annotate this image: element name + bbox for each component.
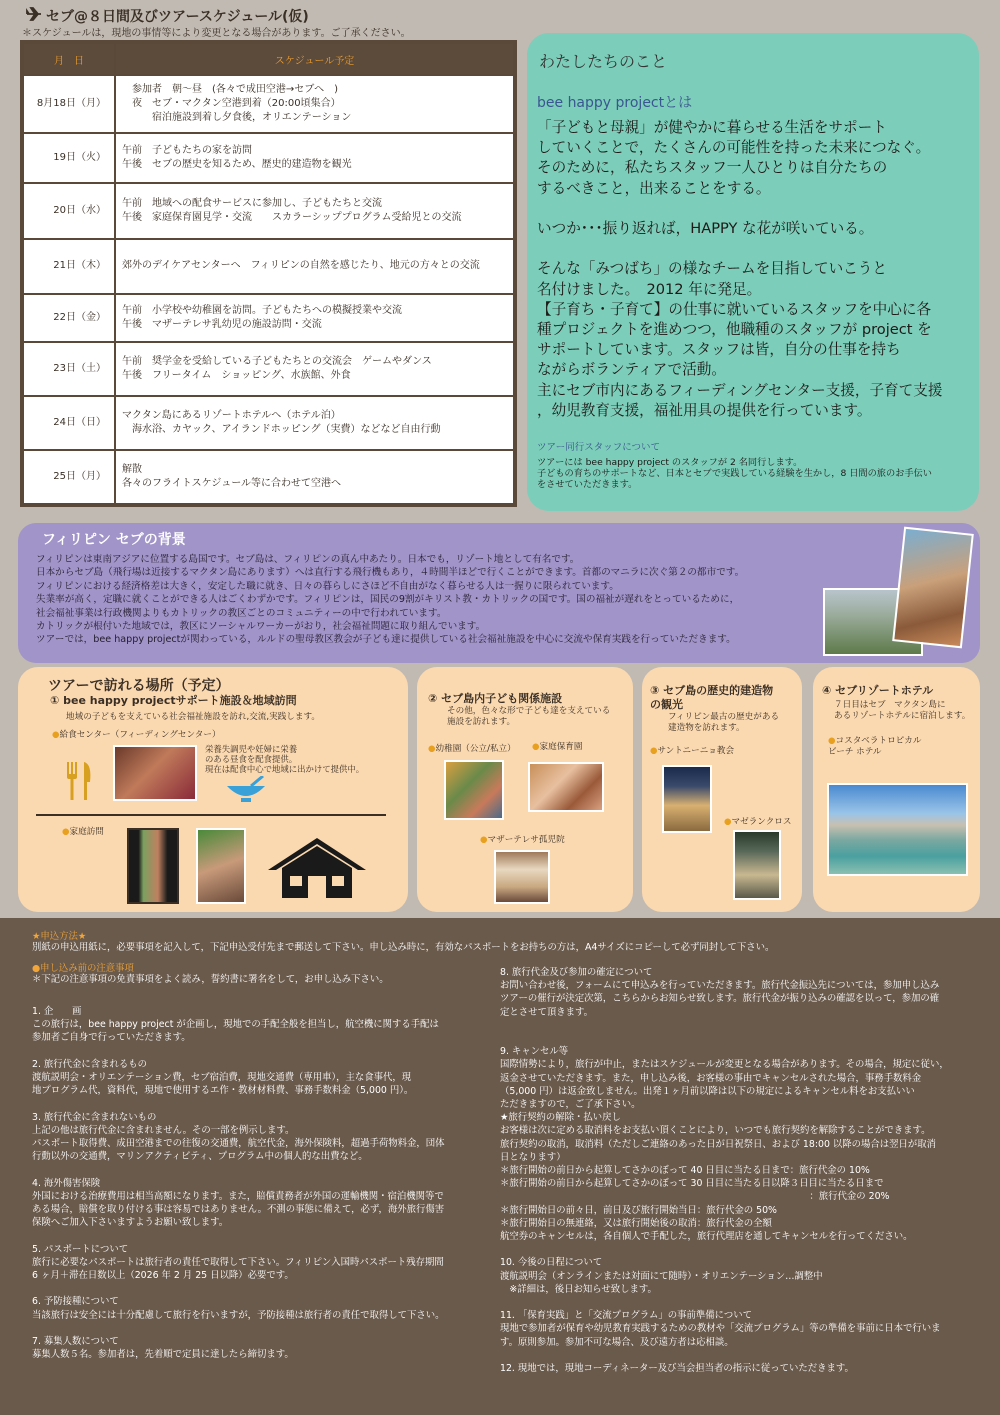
row-plan: 午前 地域への配食サービスに参加し、子どもたちと交流 午後 家庭保育園見学・交流 スカラーシッププログラム受給児との交流 [115,183,514,238]
place1-item1-note: 栄養失調児や妊婦に栄養 のある昼食を配食提供。 現在は配食中心で地域に出かけて提供中。 [205,744,365,774]
orphanage-photo [494,850,550,904]
home-nursery-photo [528,762,604,812]
home-visit-photo-2 [196,828,246,904]
places-heading: ツアーで訪れる場所（予定） [48,678,230,694]
row-plan: 解散 各々のフライトスケジュール等に合わせて空港へ [115,450,514,504]
place3-desc: フィリピン最古の歴史がある 建造物を訪れます。 [668,712,780,733]
place3-item2: ●マゼランクロス [724,817,792,827]
page-title [26,6,309,26]
place2-item3: ●マザーテレサ孤児院 [480,835,565,845]
row-date: 25日（月） [23,450,115,504]
divider [36,814,386,816]
row-date: 21日（木） [23,239,115,294]
airplane-icon [26,7,42,25]
philippines-title: フィリピン セブの背景 [42,532,186,548]
apply-heading: ★申込方法★ [32,931,87,942]
table-row [23,75,514,133]
schedule-table [20,40,517,507]
table-row [23,294,514,342]
place1-item2: ●家庭訪問 [62,827,104,837]
place2-title: ② セブ島内子ども関係施設 [428,692,563,705]
row-date: 24日（日） [23,396,115,449]
resort-hotel-photo [827,783,968,876]
philippines-body: フィリピンは東南アジアに位置する島国です。セブ島は、フィリピンの真ん中あたり。日本でも，リゾート地として有名です。 日本からセブ島（飛行場は近接するマクタン島にあります）へは直行する飛行機もあり，４時間半ほどで行くことができます。首都のマニラに次ぐ第２の都市です。 フィリピンにおける経済格差は大きく，安定した職に就き、日々の暮らしにさほど不自由がなく暮らせる人は一握りに限られています。 失業率が高く，定職に就くことができる人はごくわずかです。フィリピンは，国民の9割がキリスト教・カトリックの国です。国の福祉が遅れをとっているために， 社会福祉事業は行政機関よりもカトリックの教区ごとのコミュニティーの中で行われています。 カトリックが根付いた地域では，教区にソーシャルワーカーがおり，社会福祉問題に取り組んでいます。 ツアーでは，bee happy projectが関わっている，ルルドの聖母教区教会が子ども達に提供している社会福祉施設を中心に交流や保育実践を行っていただきます。 [36,554,745,646]
place2-item1: ●幼稚園（公立/私立） [428,744,516,754]
row-date: 22日（金） [23,294,115,342]
row-date: 23日（土） [23,342,115,396]
terms-right-column: 8. 旅行代金及び参加の確定について お問い合わせ後，フォームにて申込みを行っていただきます。旅行代金振込先については，参加申し込み ツアーの催行が決定次第，こちらからお知らせ致します。旅行代金が振り込みの確認を以って，参加の確 定とさせて頂きます。 9. キャンセル等 国際情勢により，旅行が中止，またはスケジュールが変更となる場合があります。その場合，規定に従い， 返金させていただきます。また，申し込み後，お客様の事由でキャンセルされた場合，事務手数料金 （5,000 円）は返金致しません。出発１ヶ月前以降は以下の規定によるキャンセル料をお支払いい ただきますので，ご了承下さい。 ★旅行契約の解除・払い戻し お客様は次に定める取消料をお支払い頂くことにより，いつでも旅行契約を解除することができます。 旅行契約の取消，取消料（ただしご連絡のあった日が日祝祭日、および 18:00 以降の場合は翌日が取消 日となります） ＊旅行開始の前日から起算してさかのぼって 40 日目に当たる日まで：旅行代金の 10% ＊旅行開始の前日から起算してさかのぼって 30 日目に当たる日以降３日目に当たる日まで ：旅行代金の 20% ＊旅行開始日の前々日，前日及び旅行開始当日：旅行代金の 50% ＊旅行開始日の無連絡，又は旅行開始後の取消：旅行代金の全額 航空券のキャンセルは，各自個人で手配した，旅行代理店を通してキャンセルを行ってください。 10. 今後の日程について 渡航説明会（オンラインまたは対面にて随時）・オリエンテーション…調整中 ※詳細は，後日お知らせ致します。 11. 「保育実践」と「交流プログラム」の事前準備について 現地で参加者が保育や幼児教育実践するための教材や「交流プログラム」等の準備を事前に日本で行いま す。原則参加。参加不可な場合、及び遠方者は応相談。 12. 現地では，現地コーディネーター及び当会担当者の指示に従っていただきます。 [500,967,949,1375]
row-plan: 郊外のデイケアセンターへ フィリピンの自然を感じたり、地元の方々との交流 [115,239,514,294]
table-row [23,183,514,238]
place4-item1: ●コスタベラトロピカル ビーチ ホテル [828,736,922,757]
staff-heading: ツアー同行スタッフについて [537,442,661,454]
terms-left-column: 1. 企 画 この旅行は，bee happy project が企画し，現地での手配全般を担当し，航空機に関する手配は 参加者ご自身で行っていただきます。 2. 旅行代金に含まれるもの 渡航説明会・オリエンテーション費，セブ宿泊費，現地交通費（専用車），主な食事代，現 地プログラム代，資料代，現地で使用するエ作・教材材料費、事務手数料金（5,000 円）。 3. 旅行代金に含まれないもの 上記の他は旅行代金に含まれません。その一部を例示します。 パスポート取得費、成田空港までの往復の交通費，航空代金，海外保険料，超過手荷物料金，団体 行動以外の交通費，マリンアクティビティ、プログラム中の個人的な出費など。 4. 海外傷害保険 外国における治療費用は相当高額になります。また，賠償責務者が外国の運輸機関・宿泊機関等で ある場合，賠償を取り付ける事は容易ではありません。不測の事態に備えて，必ず，海外旅行傷害 保険へご加入下さいますようお願い致します。 5. パスポートについて 旅行に必要なパスポートは旅行者の責任で取得して下さい。フィリピン入国時パスポート残存期間 6 ヶ月＋滞在日数以上（2026 年 2 月 25 日以降）必要です。 6. 予防接種について 当該旅行は安全には十分配慮して旅行を行いますが，予防接種は旅行者の責任で取得して下さい。 7. 募集人数について 募集人数５名。参加者は，先着順で定員に達したら締切ます。 [32,1006,445,1361]
notice-heading: ●申し込み前の注意事項 [32,963,134,974]
about-subtitle: bee happy projectとは [537,95,693,111]
santo-nino-church-photo [662,765,712,833]
row-plan: 午前 小学校や幼稚園を訪問。子どもたちへの模擬授業や交流 午後 マザーテレサ乳幼児の施設訪問・交流 [115,294,514,342]
place4-title: ④ セブリゾートホテル [822,684,934,697]
table-row [23,396,514,449]
row-date: 8月18日（月） [23,75,115,133]
col-header-plan: スケジュール予定 [115,43,514,75]
apply-text: 別紙の申込用紙に，必要事項を記入して，下記申込受付先まで郵送して下さい。申し込み時に，有効なパスポートをお持ちの方は，A4サイズにコピーして必ず同封して下さい。 [32,942,775,953]
notice-text: ＊下記の注意事項の免責事項をよく読み，誓約書に署名をして，お申し込み下さい。 [32,974,389,985]
row-plan: 午前 子どもたちの家を訪問 午後 セブの歴史を知るため、歴史的建造物を観光 [115,133,514,183]
kindergarten-photo [444,760,504,820]
family-photo [892,527,974,649]
place3-item1: ●サントニーニョ教会 [650,746,735,756]
place1-desc: 地域の子どもを支えている社会福祉施設を訪れ,交流,実践します。 [66,712,320,722]
staff-text: ツアーには bee happy project のスタッフが 2 名同行します。 子どもの育ちのサポートなど、日本とセブで実践している経験を生かし，8 日間の旅のお手伝い をさせていただきます。 [537,457,932,491]
row-plan: マクタン島にあるリゾートホテルへ（ホテル泊） 海水浴、カヤック、アイランドホッピング（実費）などなど自由行動 [115,396,514,449]
about-title: わたしたちのこと [539,52,668,71]
about-panel [527,33,979,511]
place2-desc: その他，色々な形で子ども達を支えている 施設を訪れます。 [447,706,611,727]
row-plan: 参加者 朝～昼 (各々で成田空港→セブへ ) 夜 セブ・マクタン空港到着（20:00頃集合） 宿泊施設到着し夕食後，オリエンテーション [115,75,514,133]
table-row [23,239,514,294]
home-visit-photo-1 [127,828,179,904]
magellan-cross-photo [733,830,781,900]
bowl-icon [225,776,267,804]
feeding-center-photo [113,745,197,801]
place2-item2: ●家庭保育園 [532,742,583,752]
place1-title: ① bee happy projectサポート施設＆地域訪問 [50,694,297,707]
schedule-note: ＊スケジュールは，現地の事情等により変更となる場合があります。ご了承ください。 [22,28,411,39]
table-row [23,133,514,183]
table-row [23,342,514,396]
house-icon [266,836,368,900]
row-date: 19日（火） [23,133,115,183]
table-row [23,450,514,504]
title-text: セブ@８日間及びツアースケジュール(仮) [46,9,309,25]
place1-item1: ●給食センター（フィーディングセンター） [52,730,221,740]
fork-knife-icon [64,760,96,800]
place4-desc: ７日目はセブ マクタン島に あるリゾートホテルに宿泊します。 [834,700,971,721]
row-date: 20日（水） [23,183,115,238]
row-plan: 午前 奨学金を受給している子どもたちとの交流会 ゲームやダンス 午後 フリータイム ショッピング、水族館、外食 [115,342,514,396]
about-body: 「子どもと母親」が健やかに暮らせる生活をサポート していくことで，たくさんの可能性を持った未来につなぐ。 そのために，私たちスタッフ一人ひとりは自分たちの するべきこと，出来ることをする。 いつか･･･振り返れば，HAPPY な花が咲いている。 そんな「みつばち」の様なチームを目指していこうと 名付けました。 2012 年に発足。 【子育ち・子育て】の仕事に就いているスタッフを中心に各 種プロジェクトを進めつつ，他職種のスタッフが project を サポートしています。スタッフは皆，自分の仕事を持ち ながらボランティアで活動。 主にセブ市内にあるフィーディングセンター支援，子育て支援 ，幼児教育支援，福祉用具の提供を行っています。 [537,119,943,419]
col-header-date: 月 日 [23,43,115,75]
place3-title: ③ セブ島の歴史的建造物 の観光 [650,684,774,711]
